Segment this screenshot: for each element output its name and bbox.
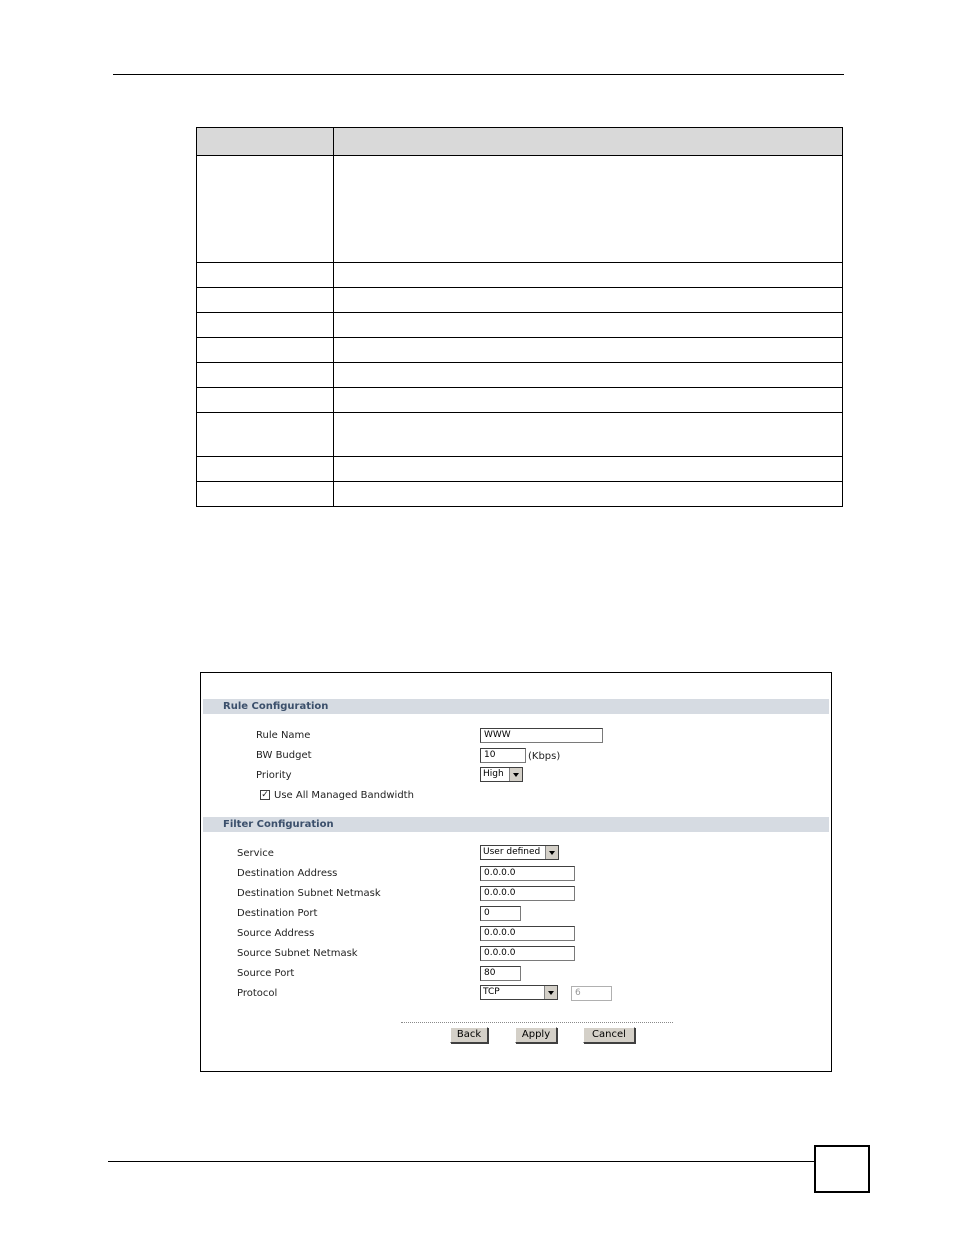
chevron-down-icon[interactable]: [509, 768, 522, 781]
field-description-table: [196, 127, 843, 507]
service-label: Service: [237, 848, 274, 859]
chevron-down-icon[interactable]: [545, 846, 558, 859]
service-value: User defined: [483, 847, 541, 857]
destination-port-input[interactable]: 0: [480, 906, 521, 921]
table-row: [197, 482, 843, 507]
destination-netmask-input[interactable]: 0.0.0.0: [480, 886, 575, 901]
protocol-select[interactable]: [480, 985, 558, 1000]
table-row: [197, 457, 843, 482]
table-row: [197, 313, 843, 338]
table-row: [197, 413, 843, 457]
priority-select[interactable]: [480, 767, 523, 782]
rule-name-label: Rule Name: [256, 730, 311, 741]
source-port-input[interactable]: 80: [480, 966, 521, 981]
button-separator: [401, 1022, 673, 1023]
source-port-label: Source Port: [237, 968, 295, 979]
page-number-box: [814, 1145, 870, 1193]
destination-netmask-label: Destination Subnet Netmask: [237, 888, 381, 899]
chevron-down-icon[interactable]: [544, 986, 557, 999]
source-address-label: Source Address: [237, 928, 315, 939]
priority-value: High: [483, 769, 504, 779]
source-address-input[interactable]: 0.0.0.0: [480, 926, 575, 941]
table-row: [197, 388, 843, 413]
rule-configuration-screen: [200, 672, 832, 1072]
bw-budget-input[interactable]: 10: [480, 748, 526, 763]
rule-name-input[interactable]: WWW: [480, 728, 603, 743]
table-row: [197, 363, 843, 388]
table-row: [197, 338, 843, 363]
destination-address-input[interactable]: 0.0.0.0: [480, 866, 575, 881]
destination-port-label: Destination Port: [237, 908, 318, 919]
use-all-bandwidth-label: Use All Managed Bandwidth: [274, 790, 414, 801]
source-netmask-label: Source Subnet Netmask: [237, 948, 358, 959]
protocol-label: Protocol: [237, 988, 278, 999]
bw-budget-label: BW Budget: [256, 750, 312, 761]
protocol-number-input: 6: [571, 986, 612, 1001]
rule-configuration-heading: Rule Configuration: [203, 699, 829, 714]
bw-unit-label: (Kbps): [528, 751, 561, 762]
footer-rule: [108, 1161, 815, 1162]
cancel-button[interactable]: Cancel: [583, 1027, 635, 1043]
table-header-row: [197, 128, 843, 156]
table-row: [197, 156, 843, 263]
table-row: [197, 263, 843, 288]
use-all-bandwidth-checkbox[interactable]: ✓: [261, 790, 269, 800]
filter-configuration-heading: Filter Configuration: [203, 817, 829, 832]
source-netmask-input[interactable]: 0.0.0.0: [480, 946, 575, 961]
protocol-value: TCP: [483, 987, 500, 997]
table-row: [197, 288, 843, 313]
destination-address-label: Destination Address: [237, 868, 338, 879]
service-select[interactable]: [480, 845, 559, 860]
apply-button[interactable]: Apply: [515, 1027, 557, 1043]
back-button[interactable]: Back: [450, 1027, 488, 1043]
header-rule: [113, 74, 844, 75]
priority-label: Priority: [256, 770, 292, 781]
